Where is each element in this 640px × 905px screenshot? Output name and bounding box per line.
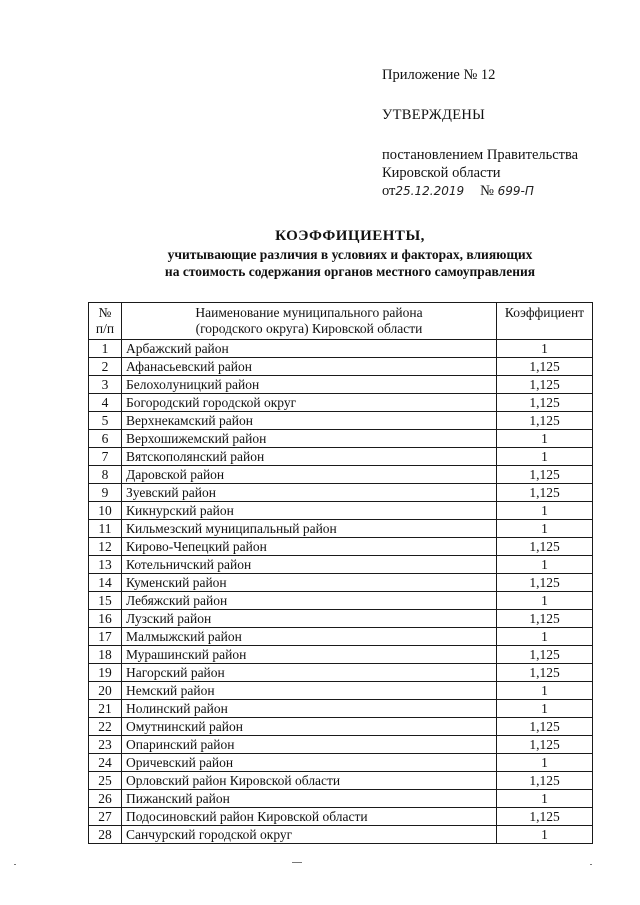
row-name: Кикнурский район	[122, 502, 497, 520]
number-prefix: №	[480, 183, 494, 199]
table-row	[89, 466, 593, 484]
approval-block	[382, 66, 622, 200]
row-name: Немский район	[122, 682, 497, 700]
document-title: КОЭФФИЦИЕНТЫ,	[275, 228, 425, 244]
row-coefficient: 1,125	[497, 412, 593, 430]
row-name: Пижанский район	[122, 790, 497, 808]
header-name	[122, 303, 497, 340]
row-coefficient: 1,125	[497, 538, 593, 556]
row-coefficient: 1,125	[497, 394, 593, 412]
header-name-line-1: Наименование муниципального района	[195, 305, 423, 320]
table-row	[89, 592, 593, 610]
row-number: 18	[89, 646, 122, 664]
table-row	[89, 718, 593, 736]
row-name: Омутнинский район	[122, 718, 497, 736]
document-subtitle-line-2: на стоимость содержания органов местного самоуправления	[164, 264, 536, 279]
table-row	[89, 376, 593, 394]
row-coefficient: 1	[497, 520, 593, 538]
row-number: 23	[89, 736, 122, 754]
row-name: Куменский район	[122, 574, 497, 592]
scan-marks	[0, 860, 640, 880]
row-coefficient: 1	[497, 502, 593, 520]
row-name: Подосиновский район Кировской области	[122, 808, 497, 826]
row-coefficient: 1	[497, 682, 593, 700]
row-name: Орловский район Кировской области	[122, 772, 497, 790]
table-row	[89, 574, 593, 592]
row-coefficient: 1	[497, 448, 593, 466]
row-number: 7	[89, 448, 122, 466]
row-number: 28	[89, 826, 122, 844]
row-number: 1	[89, 340, 122, 358]
table-row	[89, 484, 593, 502]
row-coefficient: 1	[497, 754, 593, 772]
row-coefficient: 1	[497, 826, 593, 844]
row-coefficient: 1	[497, 556, 593, 574]
handwritten-number: 699-П	[497, 184, 534, 198]
table-row	[89, 628, 593, 646]
table-row	[89, 826, 593, 844]
table-row	[89, 556, 593, 574]
appendix-label: Приложение № 12	[382, 67, 496, 83]
table-row	[89, 412, 593, 430]
table-row	[89, 664, 593, 682]
row-name: Лебяжский район	[122, 592, 497, 610]
row-number: 8	[89, 466, 122, 484]
row-name: Даровской район	[122, 466, 497, 484]
row-name: Кирово-Чепецкий район	[122, 538, 497, 556]
table-row	[89, 754, 593, 772]
row-number: 24	[89, 754, 122, 772]
row-coefficient: 1,125	[497, 772, 593, 790]
row-coefficient: 1,125	[497, 466, 593, 484]
row-name: Белохолуницкий район	[122, 376, 497, 394]
row-name: Малмыжский район	[122, 628, 497, 646]
table-row	[89, 808, 593, 826]
header-number-line-1: №	[98, 305, 112, 320]
row-number: 26	[89, 790, 122, 808]
row-number: 16	[89, 610, 122, 628]
row-number: 13	[89, 556, 122, 574]
date-prefix: от	[382, 183, 396, 199]
row-name: Мурашинский район	[122, 646, 497, 664]
row-name: Афанасьевский район	[122, 358, 497, 376]
row-number: 17	[89, 628, 122, 646]
row-coefficient: 1,125	[497, 484, 593, 502]
row-number: 4	[89, 394, 122, 412]
row-name: Нолинский район	[122, 700, 497, 718]
row-coefficient: 1,125	[497, 646, 593, 664]
row-number: 25	[89, 772, 122, 790]
row-number: 27	[89, 808, 122, 826]
row-name: Кильмезский муниципальный район	[122, 520, 497, 538]
row-coefficient: 1,125	[497, 358, 593, 376]
table-row	[89, 736, 593, 754]
row-name: Санчурский городской округ	[122, 826, 497, 844]
table-row	[89, 520, 593, 538]
row-coefficient: 1,125	[497, 808, 593, 826]
decree-line-1: постановлением Правительства	[382, 147, 579, 163]
row-coefficient: 1	[497, 340, 593, 358]
row-name: Лузский район	[122, 610, 497, 628]
row-number: 9	[89, 484, 122, 502]
header-name-line-2: (городского округа) Кировской области	[195, 321, 423, 336]
table-row	[89, 646, 593, 664]
row-coefficient: 1,125	[497, 610, 593, 628]
row-coefficient: 1	[497, 790, 593, 808]
row-coefficient: 1,125	[497, 574, 593, 592]
row-name: Богородский городской округ	[122, 394, 497, 412]
header-coefficient: Коэффициент	[497, 303, 593, 340]
row-number: 12	[89, 538, 122, 556]
row-coefficient: 1,125	[497, 718, 593, 736]
table-row	[89, 610, 593, 628]
row-coefficient: 1,125	[497, 664, 593, 682]
row-number: 2	[89, 358, 122, 376]
row-coefficient: 1,125	[497, 376, 593, 394]
row-name: Оричевский район	[122, 754, 497, 772]
document-heading	[80, 228, 620, 280]
row-number: 14	[89, 574, 122, 592]
row-name: Зуевский район	[122, 484, 497, 502]
table-row	[89, 448, 593, 466]
row-name: Вятскополянский район	[122, 448, 497, 466]
table-row	[89, 340, 593, 358]
table-row	[89, 502, 593, 520]
row-number: 21	[89, 700, 122, 718]
table-row	[89, 538, 593, 556]
table-header-row	[89, 303, 593, 340]
row-name: Арбажский район	[122, 340, 497, 358]
row-coefficient: 1	[497, 700, 593, 718]
row-coefficient: 1	[497, 592, 593, 610]
decree-line-2: Кировской области	[382, 165, 501, 181]
row-name: Верхнекамский район	[122, 412, 497, 430]
table-row	[89, 358, 593, 376]
row-name: Котельничский район	[122, 556, 497, 574]
table-row	[89, 790, 593, 808]
row-coefficient: 1	[497, 628, 593, 646]
table-row	[89, 430, 593, 448]
header-number	[89, 303, 122, 340]
handwritten-date: 25.12.2019	[395, 184, 465, 198]
row-number: 3	[89, 376, 122, 394]
document-subtitle-line-1: учитывающие различия в условиях и факторах, влияющих	[167, 247, 533, 262]
row-number: 11	[89, 520, 122, 538]
approved-label: УТВЕРЖДЕНЫ	[382, 107, 486, 123]
row-number: 15	[89, 592, 122, 610]
table-row	[89, 682, 593, 700]
table-row	[89, 772, 593, 790]
coefficients-table	[88, 302, 593, 844]
row-number: 5	[89, 412, 122, 430]
row-number: 6	[89, 430, 122, 448]
row-coefficient: 1	[497, 430, 593, 448]
row-coefficient: 1,125	[497, 736, 593, 754]
table-row	[89, 700, 593, 718]
table-body	[89, 340, 593, 844]
decree-date-line	[382, 182, 622, 200]
row-number: 20	[89, 682, 122, 700]
row-number: 19	[89, 664, 122, 682]
row-name: Верхошижемский район	[122, 430, 497, 448]
row-number: 22	[89, 718, 122, 736]
row-name: Опаринский район	[122, 736, 497, 754]
row-name: Нагорский район	[122, 664, 497, 682]
row-number: 10	[89, 502, 122, 520]
table-row	[89, 394, 593, 412]
header-number-line-2: п/п	[95, 321, 115, 336]
